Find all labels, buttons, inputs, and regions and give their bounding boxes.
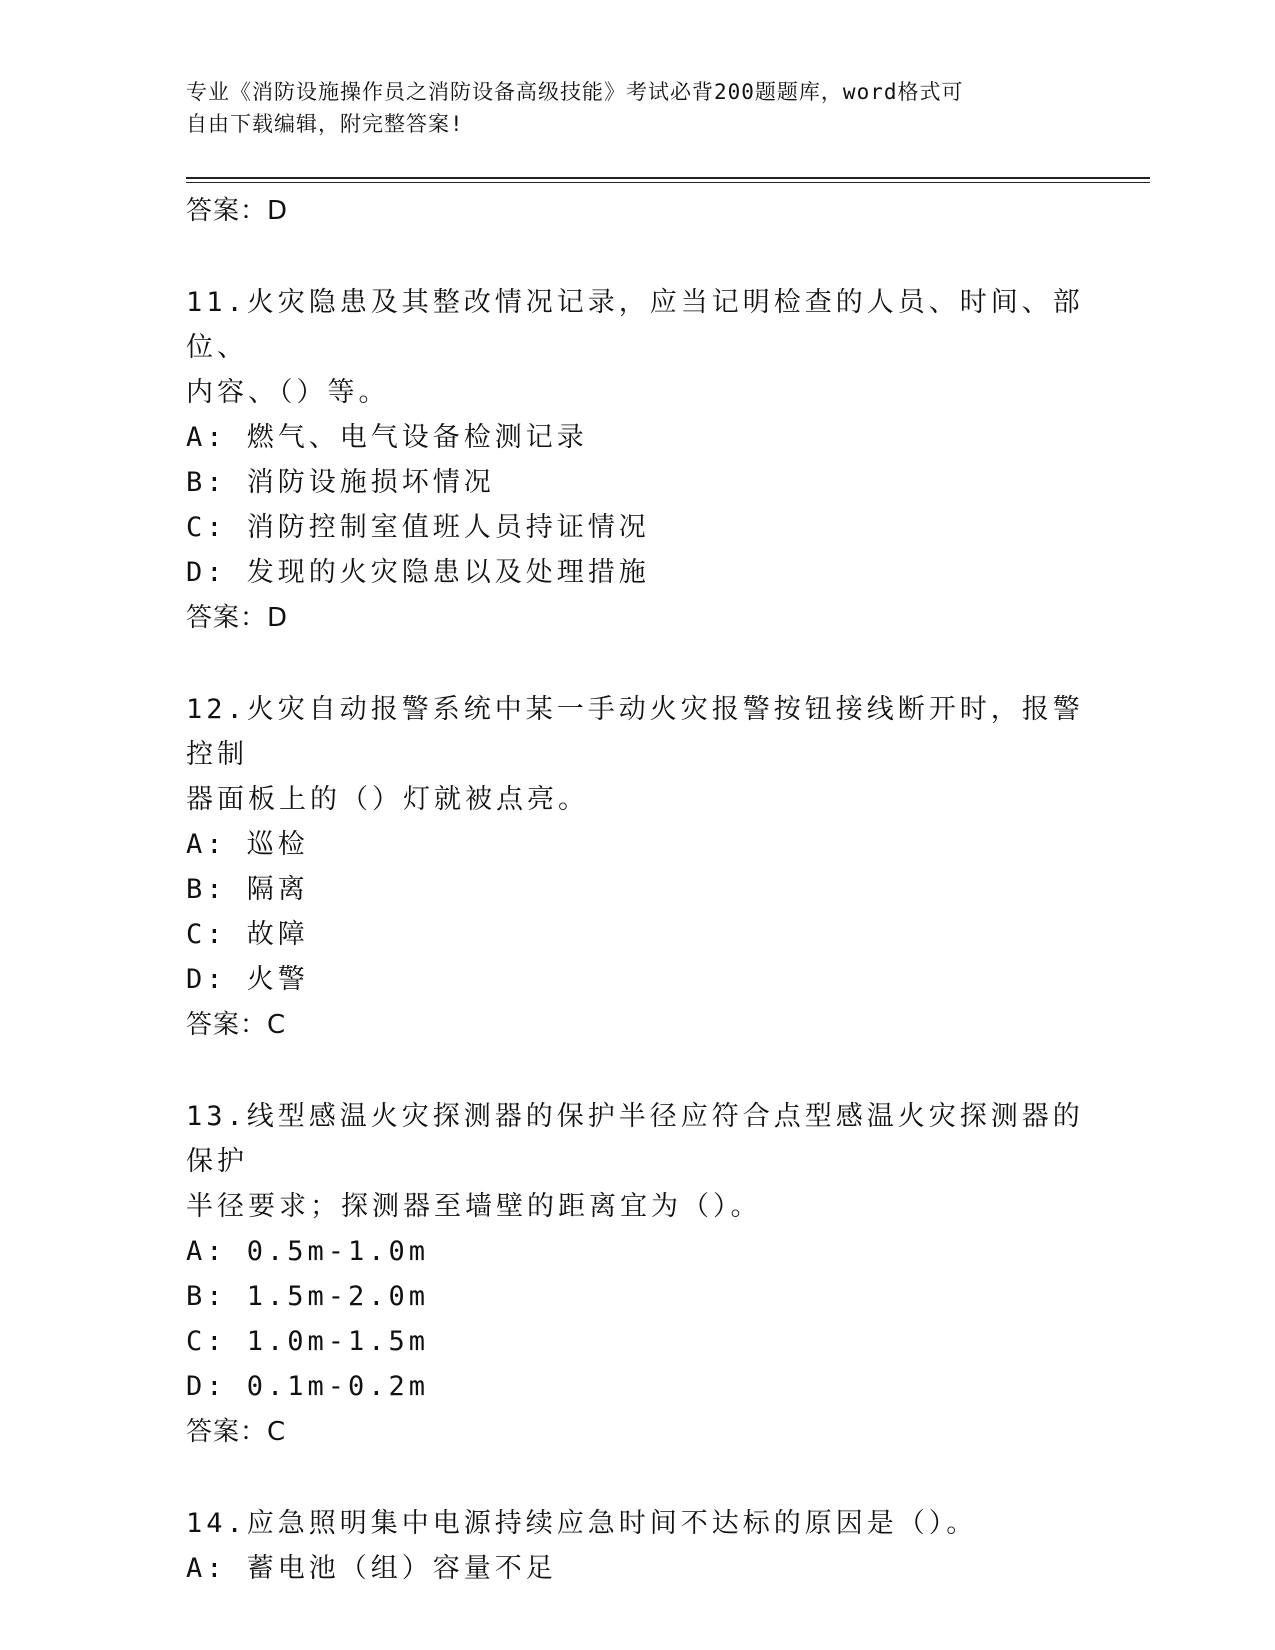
option-c: C: 1.0m-1.5m bbox=[186, 1326, 430, 1357]
answer-line: 答案：C bbox=[186, 1417, 287, 1447]
question-block bbox=[186, 687, 1086, 1048]
question-list bbox=[186, 188, 1086, 1591]
option-d: D: 火警 bbox=[186, 964, 309, 995]
option-d: D: 0.1m-0.2m bbox=[186, 1371, 430, 1402]
question-stem: 器面板上的（）灯就被点亮。 bbox=[186, 784, 589, 815]
question-block bbox=[186, 1094, 1086, 1455]
option-c: C: 消防控制室值班人员持证情况 bbox=[186, 512, 650, 543]
option-b: B: 1.5m-2.0m bbox=[186, 1281, 430, 1312]
question-stem: 半径要求；探测器至墙壁的距离宜为（）。 bbox=[186, 1191, 762, 1222]
question-stem: 内容、（）等。 bbox=[186, 377, 390, 408]
question-block bbox=[186, 1501, 1086, 1591]
option-a: A: 0.5m-1.0m bbox=[186, 1236, 430, 1267]
answer-line: 答案：D bbox=[186, 196, 289, 226]
question-stem: 12.火灾自动报警系统中某一手动火灾报警按钮接线断开时，报警控制 bbox=[186, 694, 1084, 770]
option-d: D: 发现的火灾隐患以及处理措施 bbox=[186, 557, 650, 588]
answer-line: 答案：C bbox=[186, 1010, 287, 1040]
option-b: B: 隔离 bbox=[186, 874, 309, 905]
option-c: C: 故障 bbox=[186, 919, 309, 950]
question-stem: 13.线型感温火灾探测器的保护半径应符合点型感温火灾探测器的保护 bbox=[186, 1101, 1084, 1177]
question-block bbox=[186, 280, 1086, 641]
header-rule bbox=[186, 177, 1150, 179]
answer-line: 答案：D bbox=[186, 603, 289, 633]
document-header bbox=[186, 76, 1086, 140]
option-a: A: 巡检 bbox=[186, 829, 309, 860]
question-stem: 11.火灾隐患及其整改情况记录，应当记明检查的人员、时间、部位、 bbox=[186, 287, 1084, 363]
option-a: A: 蓄电池（组）容量不足 bbox=[186, 1553, 557, 1584]
option-b: B: 消防设施损坏情况 bbox=[186, 467, 495, 498]
header-line: 自由下载编辑，附完整答案! bbox=[186, 112, 464, 136]
header-line: 专业《消防设施操作员之消防设备高级技能》考试必背200题题库，word格式可 bbox=[186, 80, 964, 104]
header-rule bbox=[186, 182, 1150, 183]
option-a: A: 燃气、电气设备检测记录 bbox=[186, 422, 588, 453]
question-stem: 14.应急照明集中电源持续应急时间不达标的原因是（）。 bbox=[186, 1508, 978, 1539]
